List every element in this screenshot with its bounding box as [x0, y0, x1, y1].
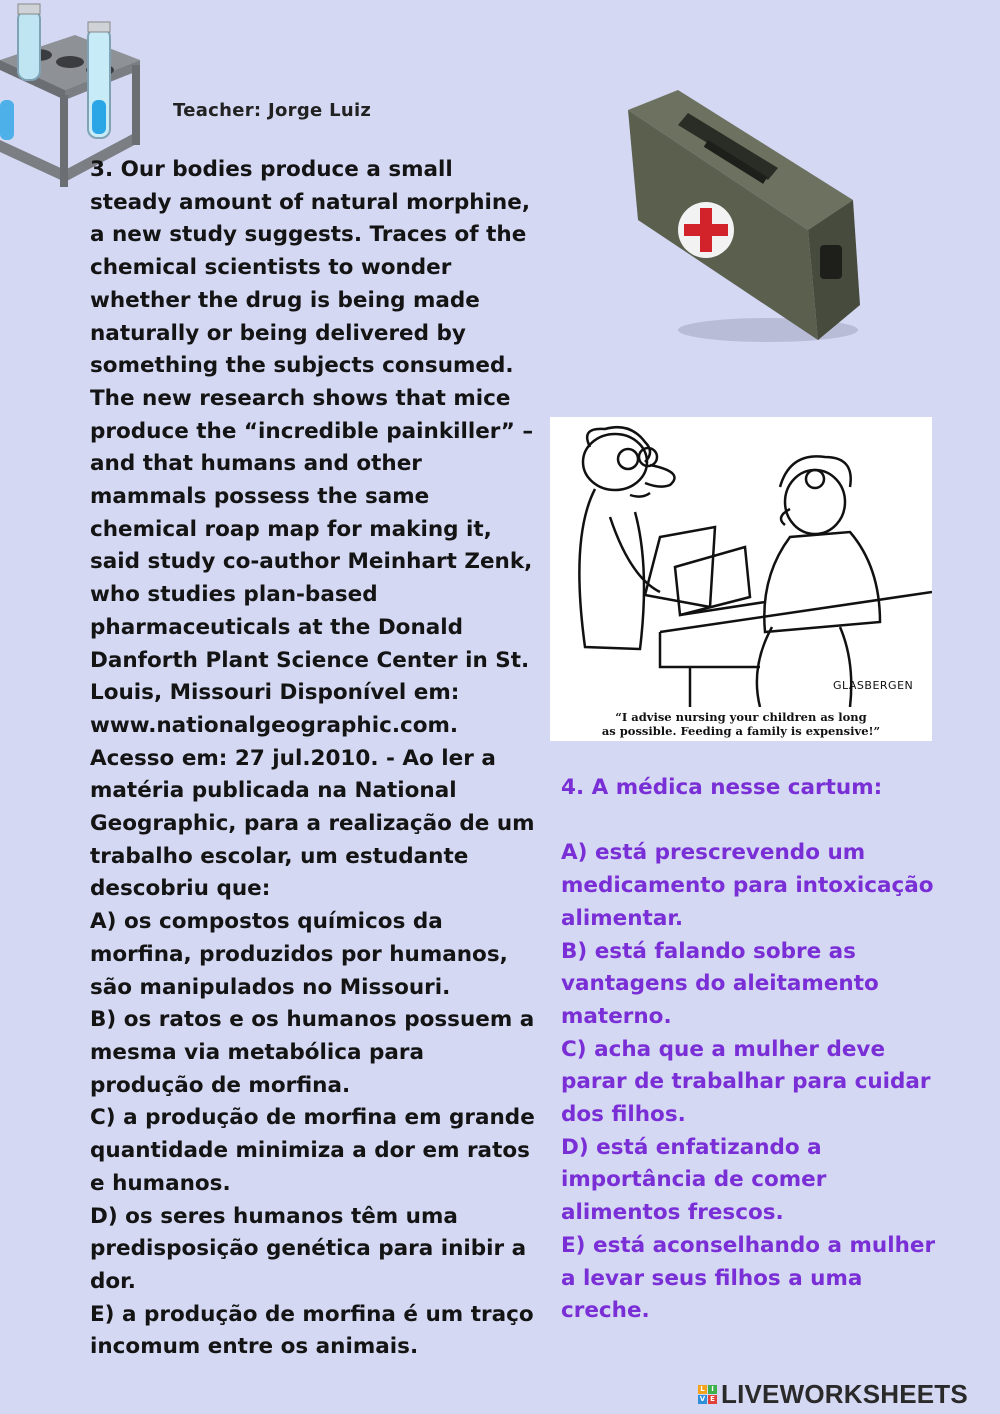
cartoon-image — [550, 417, 932, 741]
cartoon-caption-line-1: “I advise nursing your children as long — [615, 710, 867, 724]
question-3-option-b: B) os ratos e os humanos possuem a mesma via metabólica para produção de morfina. — [90, 1007, 535, 1098]
liveworksheets-wordmark: LIVEWORKSHEETS — [721, 1379, 968, 1409]
question-3-option-a: A) os compostos químicos da morfina, produzidos por humanos, são manipulados no Missouri. — [90, 909, 508, 1000]
question-4-option-d: D) está enfatizando a importância de comer alimentos frescos. — [561, 1134, 827, 1226]
question-4 — [561, 772, 941, 1328]
cartoon-signature: GLASBERGEN — [833, 679, 914, 692]
logo-letter-e: E — [708, 1395, 717, 1404]
question-3-option-c: C) a produção de morfina em grande quantidade minimiza a dor em ratos e humanos. — [90, 1105, 535, 1196]
question-4-spacer — [561, 805, 941, 838]
question-4-option-e: E) está aconselhando a mulher a levar seus filhos a uma creche. — [561, 1232, 936, 1324]
teacher-name: Teacher: Jorge Luiz — [173, 100, 372, 121]
first-aid-kit-image — [608, 80, 878, 354]
question-3-option-e: E) a produção de morfina é um traço incomum entre os animais. — [90, 1301, 534, 1360]
question-3-text: 3. Our bodies produce a small steady amount of natural morphine, a new study suggests. Traces of the chemical scientists to wonder whether the drug is being made naturally or being delivered by something the subjects consumed. The new research shows that mice produce the “incredible painkiller” – and that humans and other mammals possess the same chemical roap map for making it, said study co-author Meinhart Zenk, who studies plan-based pharmaceuticals at the Donald Danforth Plant Science Center in St. Louis, Missouri Disponível em: www.nationalgeographic.com. Acesso em: 27 jul.2010. - Ao ler a matéria publicada na National Geographic, para a realização de um trabalho escolar, um estudante descobriu que: — [90, 157, 535, 902]
question-3 — [90, 154, 536, 1364]
liveworksheets-brand — [698, 1379, 968, 1410]
question-4-option-b: B) está falando sobre as vantagens do aleitamento materno. — [561, 938, 879, 1029]
question-4-title: 4. A médica nesse cartum: — [561, 775, 883, 800]
logo-letter-v: V — [699, 1395, 706, 1403]
cartoon-caption-line-2: as possible. Feeding a family is expensive!” — [601, 724, 881, 738]
logo-letter-l: L — [698, 1385, 707, 1394]
liveworksheets-logo-icon — [698, 1385, 717, 1404]
question-4-option-a: A) está prescrevendo um medicamento para intoxicação alimentar. — [561, 840, 934, 931]
question-3-option-d: D) os seres humanos têm uma predisposição genética para inibir a dor. — [90, 1203, 527, 1294]
logo-letter-i: I — [708, 1385, 717, 1394]
question-4-option-c: C) acha que a mulher deve parar de trabalhar para cuidar dos filhos. — [561, 1036, 931, 1128]
